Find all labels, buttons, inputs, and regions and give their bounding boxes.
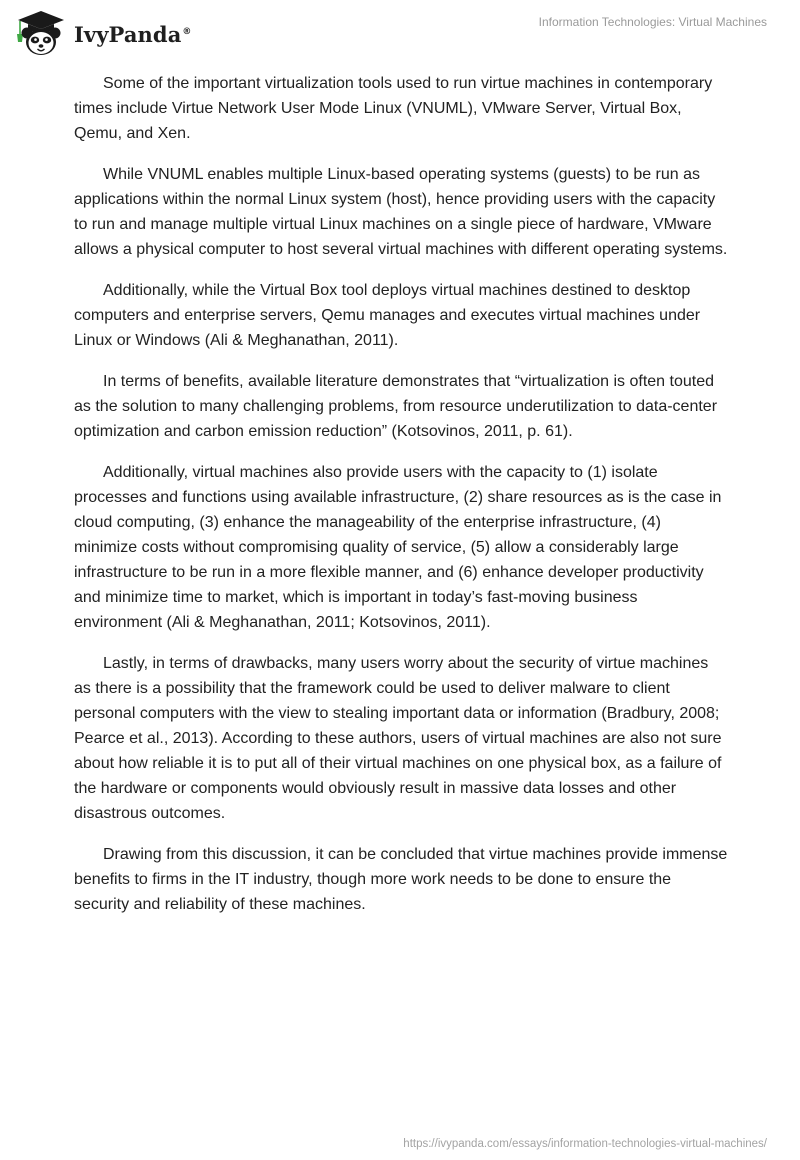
registered-mark: ® bbox=[182, 26, 192, 37]
page-header bbox=[0, 0, 800, 64]
paragraph: Additionally, virtual machines also provide users with the capacity to (1) isolate processes and functions using available infrastructure, (2) share resources as is the case in cloud computing, (3) enhance the manageability of the enterprise infrastructure, (4) minimize costs without compromising quality of service, (5) allow a considerably large infrastructure to be run in a more flexible manner, and (6) enhance developer productivity and minimize time to market, which is important in today’s fast-moving business environment (Ali & Meghanathan, 2011; Kotsovinos, 2011). bbox=[74, 464, 722, 631]
paragraph: Drawing from this discussion, it can be concluded that virtue machines provide immense benefits to firms in the IT industry, though more work needs to be done to ensure the security and reliability of these machines. bbox=[74, 846, 728, 913]
panda-graduate-icon bbox=[14, 9, 68, 57]
document-title: Information Technologies: Virtual Machines bbox=[538, 15, 767, 29]
paragraph: Some of the important virtualization tools used to run virtue machines in contemporary times include Virtue Network User Mode Linux (VNUML), VMware Server, Virtual Box, Qemu, and Xen. bbox=[74, 75, 713, 142]
essay-body bbox=[74, 71, 728, 933]
brand-name: IvyPanda® bbox=[74, 21, 192, 47]
source-url-link[interactable]: https://ivypanda.com/essays/information-technologies-virtual-machines/ bbox=[403, 1138, 767, 1150]
paragraph: Lastly, in terms of drawbacks, many users worry about the security of virtue machines as there is a possibility that the framework could be used to deliver malware to client personal computers with the view to stealing important data or information (Bradbury, 2008; Pearce et al., 2013). According to these authors, users of virtual machines are also not sure about how reliable it is to put all of their virtual machines on one physical box, as a failure of the hardware or components would obviously result in massive data losses and other disastrous outcomes. bbox=[74, 655, 722, 822]
paragraph: While VNUML enables multiple Linux-based operating systems (guests) to be run as applications within the normal Linux system (host), hence providing users with the capacity to run and manage multiple virtual Linux machines on a single piece of hardware, VMware allows a physical computer to host several virtual machines with different operating systems. bbox=[74, 166, 728, 258]
paragraph: In terms of benefits, available literature demonstrates that “virtualization is often touted as the solution to many challenging problems, from resource underutilization to data-center optimization and carbon emission reduction” (Kotsovinos, 2011, p. 61). bbox=[74, 373, 718, 440]
brand-logo[interactable] bbox=[14, 9, 192, 57]
paragraph: Additionally, while the Virtual Box tool deploys virtual machines destined to desktop computers and enterprise servers, Qemu manages and executes virtual machines under Linux or Windows (Ali & Meghanathan, 2011). bbox=[74, 282, 701, 349]
